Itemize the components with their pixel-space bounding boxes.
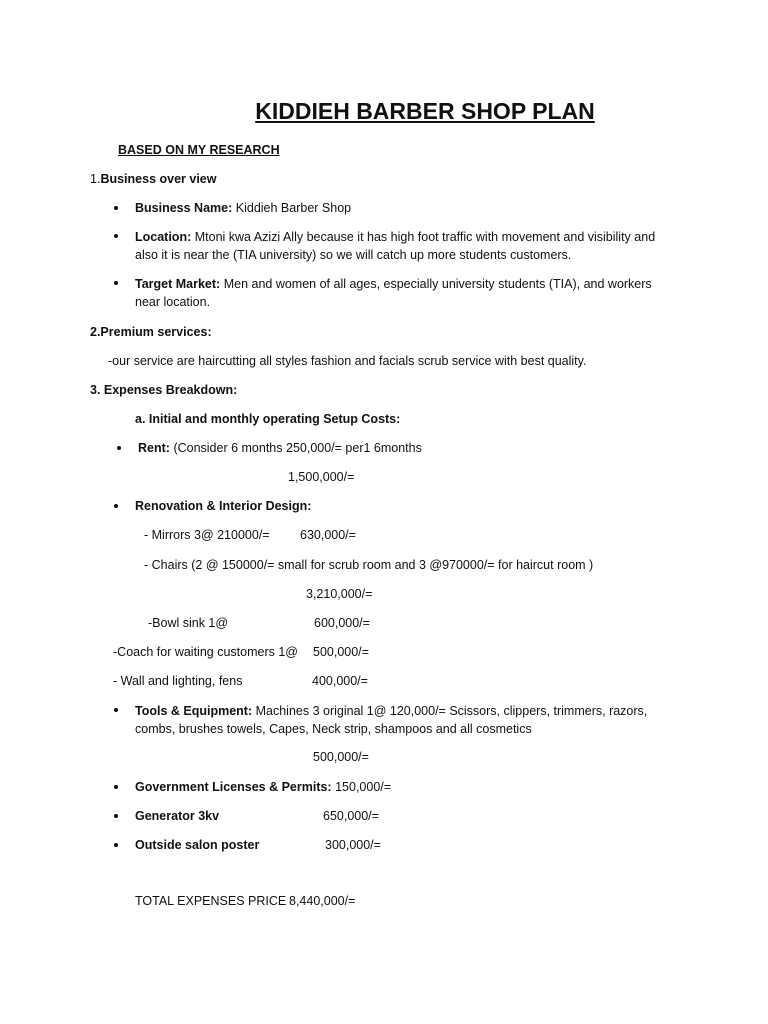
coach-line: -Coach for waiting customers 1@ [113, 645, 298, 659]
coach-amount: 500,000/= [313, 645, 369, 659]
mirrors-amount: 630,000/= [300, 528, 356, 542]
item-label: Government Licenses & Permits: [135, 780, 332, 794]
section-number: 1. [90, 172, 101, 186]
item-label: Location: [135, 230, 192, 244]
generator-label: Generator 3kv [135, 809, 220, 823]
chairs-total: 3,210,000/= [306, 587, 373, 601]
wall-amount: 400,000/= [312, 674, 368, 688]
item-label: Rent: [138, 441, 170, 455]
item-label: Tools & Equipment: [135, 704, 253, 718]
document-subtitle: BASED ON MY RESEARCH [118, 143, 280, 157]
expenses-subheading: a. Initial and monthly operating Setup Costs: [135, 412, 401, 426]
tools-amount: 500,000/= [313, 750, 369, 764]
total-label: TOTAL EXPENSES PRICE [135, 894, 287, 908]
chairs-line: - Chairs (2 @ 150000/= small for scrub room and 3 @970000/= for haircut room ) [144, 558, 594, 572]
item-text: Mtoni kwa Azizi Ally because it has high foot traffic with movement and visibility and also it is near the (TIA university) so we will catch up more students customers. [135, 230, 656, 262]
section-premium-heading: 2.Premium services: [90, 325, 212, 339]
generator-amount: 650,000/= [323, 809, 379, 823]
section-title: Business over view [100, 172, 217, 186]
bowl-line: -Bowl sink 1@ [148, 616, 229, 630]
wall-line: - Wall and lighting, fens [113, 674, 243, 688]
rent-item [138, 440, 422, 456]
item-text: Men and women of all ages, especially university students (TIA), and workers near location. [135, 277, 652, 309]
item-text: Machines 3 original 1@ 120,000/= Scissors, clippers, trimmers, razors, combs, brushes towels, Capes, Neck strip, shampoos and all cosmetics [135, 704, 648, 736]
page-title: KIDDIEH BARBER SHOP PLAN [255, 98, 595, 124]
list-item [135, 200, 351, 216]
poster-amount: 300,000/= [325, 838, 381, 852]
section-overview-heading [90, 171, 216, 187]
section-expenses-heading: 3. Expenses Breakdown: [90, 383, 238, 397]
tools-item [135, 702, 670, 738]
premium-text: -our service are haircutting all styles fashion and facials scrub service with best quality. [108, 354, 587, 368]
list-item [135, 275, 670, 311]
mirrors-line: - Mirrors 3@ 210000/= [144, 528, 270, 542]
item-label: Business Name: [135, 201, 233, 215]
bowl-amount: 600,000/= [314, 616, 370, 630]
item-text: Kiddieh Barber Shop [235, 201, 352, 215]
renovation-heading: Renovation & Interior Design: [135, 499, 312, 513]
list-item [135, 228, 670, 264]
item-label: Target Market: [135, 277, 221, 291]
licenses-item [135, 779, 391, 795]
total-amount: 8,440,000/= [289, 894, 356, 908]
item-text: (Consider 6 months 250,000/= per1 6months [173, 441, 422, 455]
poster-label: Outside salon poster [135, 838, 260, 852]
rent-total: 1,500,000/= [288, 470, 355, 484]
item-amount: 150,000/= [335, 780, 392, 794]
